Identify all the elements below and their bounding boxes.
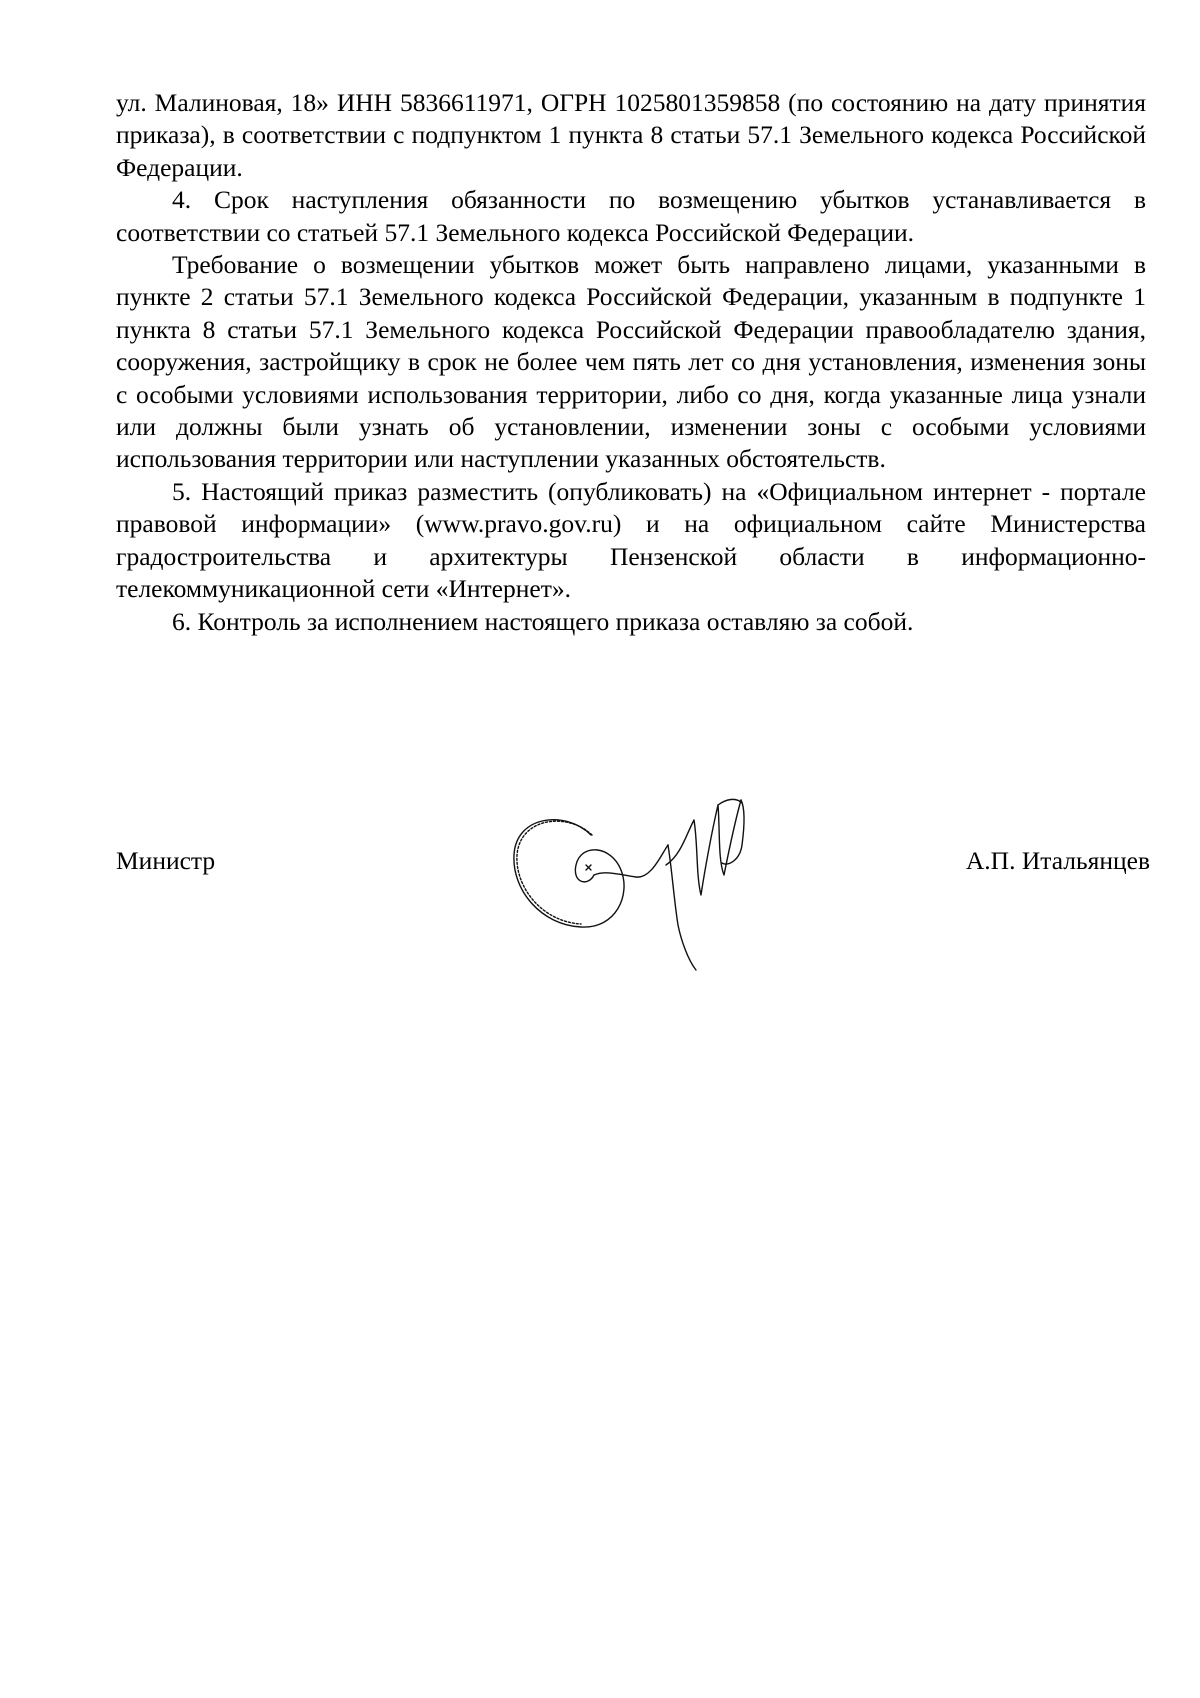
paragraph-address: ул. Малиновая, 18» ИНН 5836611971, ОГРН 1025801359858 (по состоянию на дату принятия приказа), в соответствии с подпунктом 1 пункта 8 статьи 57.1 Земельного кодекса Российской Федерации. <box>116 88 1146 182</box>
paragraph-item-6: 6. Контроль за исполнением настоящего приказа оставляю за собой. <box>172 606 914 636</box>
paragraph-item-4: 4. Срок наступления обязанности по возмещению убытков устанавливается в соответствии со статьей 57.1 Земельного кодекса Российской Федерации. <box>116 185 1146 247</box>
signer-name: А.П. Итальянцев <box>965 846 1150 875</box>
paragraph-item-5: 5. Настоящий приказ разместить (опубликовать) на «Официальном интернет - портале правовой информации» (www.pravo.gov.ru) и на официальном сайте Министерства градостроительства и архитектуры Пензенской области в информационно-телекоммуникационной сети «Интернет». <box>116 476 1146 604</box>
handwritten-signature <box>496 775 776 975</box>
paragraph-claim-requirement: Требование о возмещении убытков может быть направлено лицами, указанными в пункте 2 статьи 57.1 Земельного кодекса Российской Федерации, указанным в подпункте 1 пункта 8 статьи 57.1 Земельного кодекса Российской Федерации правообладателю здания, сооружения, застройщику в срок не более чем пять лет со дня установления, изменения зоны с особыми условиями использования территории, либо со дня, когда указанные лица узнали или должны были узнать об установлении, изменении зоны с особыми условиями использования территории или наступлении указанных обстоятельств. <box>116 250 1146 474</box>
signature-block <box>116 775 1150 975</box>
document-body <box>116 87 1146 638</box>
signer-title: Министр <box>116 846 216 875</box>
